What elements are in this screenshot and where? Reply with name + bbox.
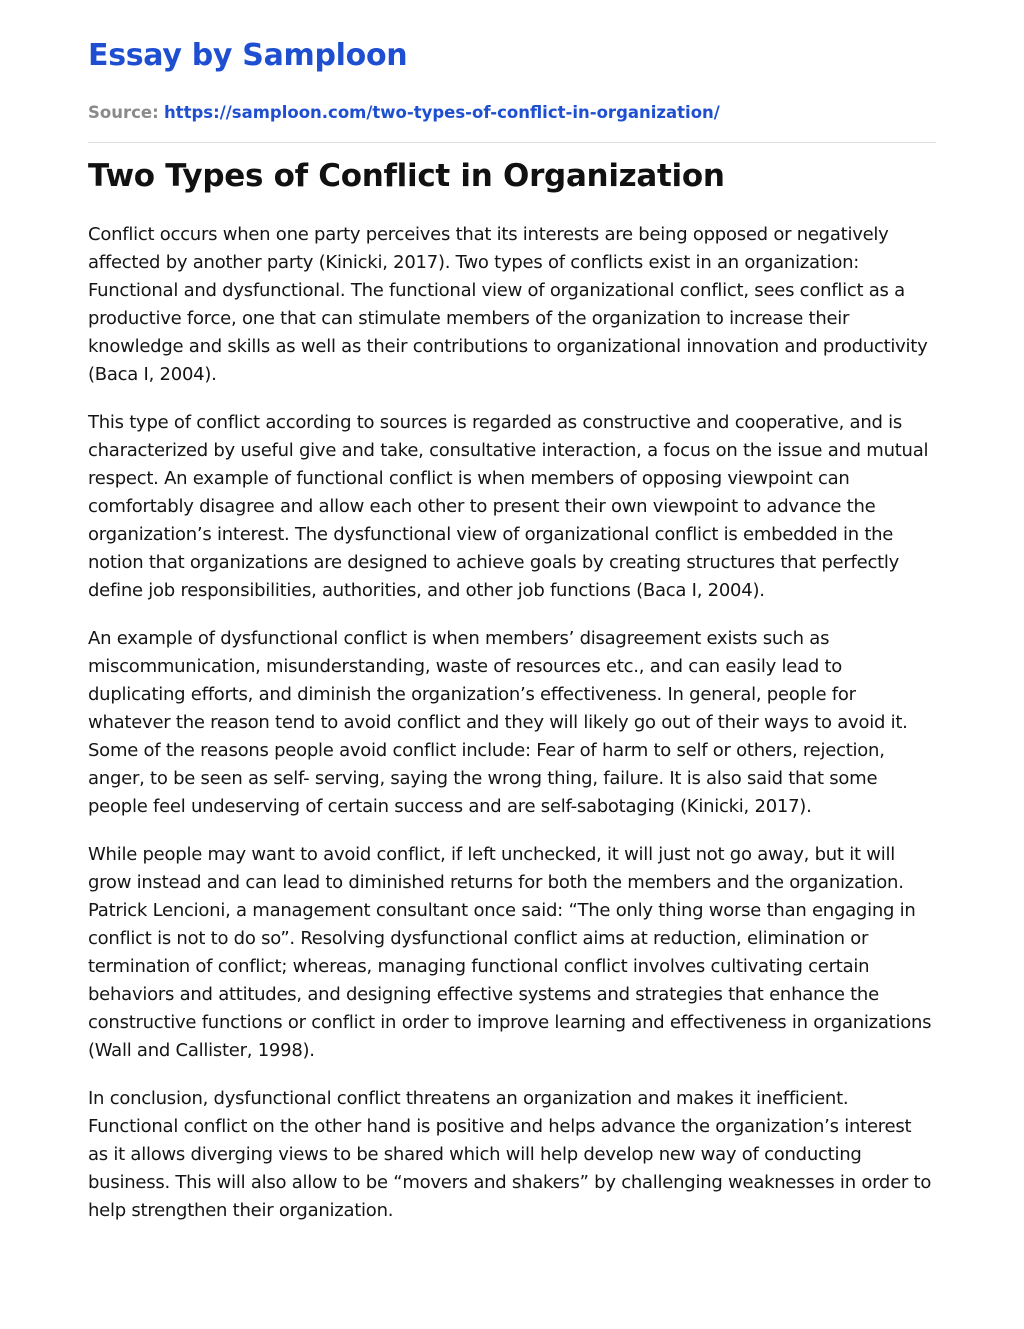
source-line — [88, 101, 720, 125]
source-label: Source: — [88, 103, 159, 122]
article-title: Two Types of Conflict in Organization — [88, 158, 725, 194]
paragraph-5: In conclusion, dysfunctional conflict threatens an organization and makes it inefficient. Functional conflict on the other hand is positive and helps advance the organization’s interest as it allows diverging views to be shared which will help develop new way of conducting business. This will also allow to be “movers and shakers” by challenging weaknesses in order to help strengthen their organization. — [88, 1088, 932, 1221]
paragraph-3: An example of dysfunctional conflict is when members’ disagreement exists such as miscommunication, misunderstanding, waste of resources etc., and can easily lead to duplicating efforts, and diminish the organization’s effectiveness. In general, people for whatever the reason tend to avoid conflict and they will likely go out of their ways to avoid it. Some of the reasons people avoid conflict include: Fear of harm to self or others, rejection, anger, to be seen as self- serving, saying the wrong thing, failure. It is also said that some people feel undeserving of certain success and are self-sabotaging (Kinicki, 2017). — [88, 628, 908, 817]
paragraph-1: Conflict occurs when one party perceives that its interests are being opposed or negatively affected by another party (Kinicki, 2017). Two types of conflicts exist in an organization: Functional and dysfunctional. The functional view of organizational conflict, sees conflict as a productive force, one that can stimulate members of the organization to increase their knowledge and skills as well as their contributions to organizational innovation and productivity (Baca I, 2004). — [88, 224, 928, 385]
source-link[interactable]: https://samploon.com/two-types-of-conflict-in-organization/ — [163, 103, 720, 122]
paragraph-2: This type of conflict according to sources is regarded as constructive and cooperative, and is characterized by useful give and take, consultative interaction, a focus on the issue and mutual respect. An example of functional conflict is when members of opposing viewpoint can comfortably disagree and allow each other to present their own viewpoint to advance the organization’s interest. The dysfunctional view of organizational conflict is embedded in the notion that organizations are designed to achieve goals by creating structures that perfectly define job responsibilities, authorities, and other job functions (Baca I, 2004). — [88, 412, 929, 601]
article-body — [88, 221, 936, 1245]
paragraph-4: While people may want to avoid conflict, if left unchecked, it will just not go away, but it will grow instead and can lead to diminished returns for both the members and the organization. Patrick Lencioni, a management consultant once said: “The only thing worse than engaging in conflict is not to do so”. Resolving dysfunctional conflict aims at reduction, elimination or termination of conflict; whereas, managing functional conflict involves cultivating certain behaviors and attitudes, and designing effective systems and strategies that enhance the constructive functions or conflict in order to improve learning and effectiveness in organizations (Wall and Callister, 1998). — [88, 844, 932, 1061]
brand-title: Essay by Samploon — [88, 38, 408, 73]
header-divider — [88, 142, 936, 143]
